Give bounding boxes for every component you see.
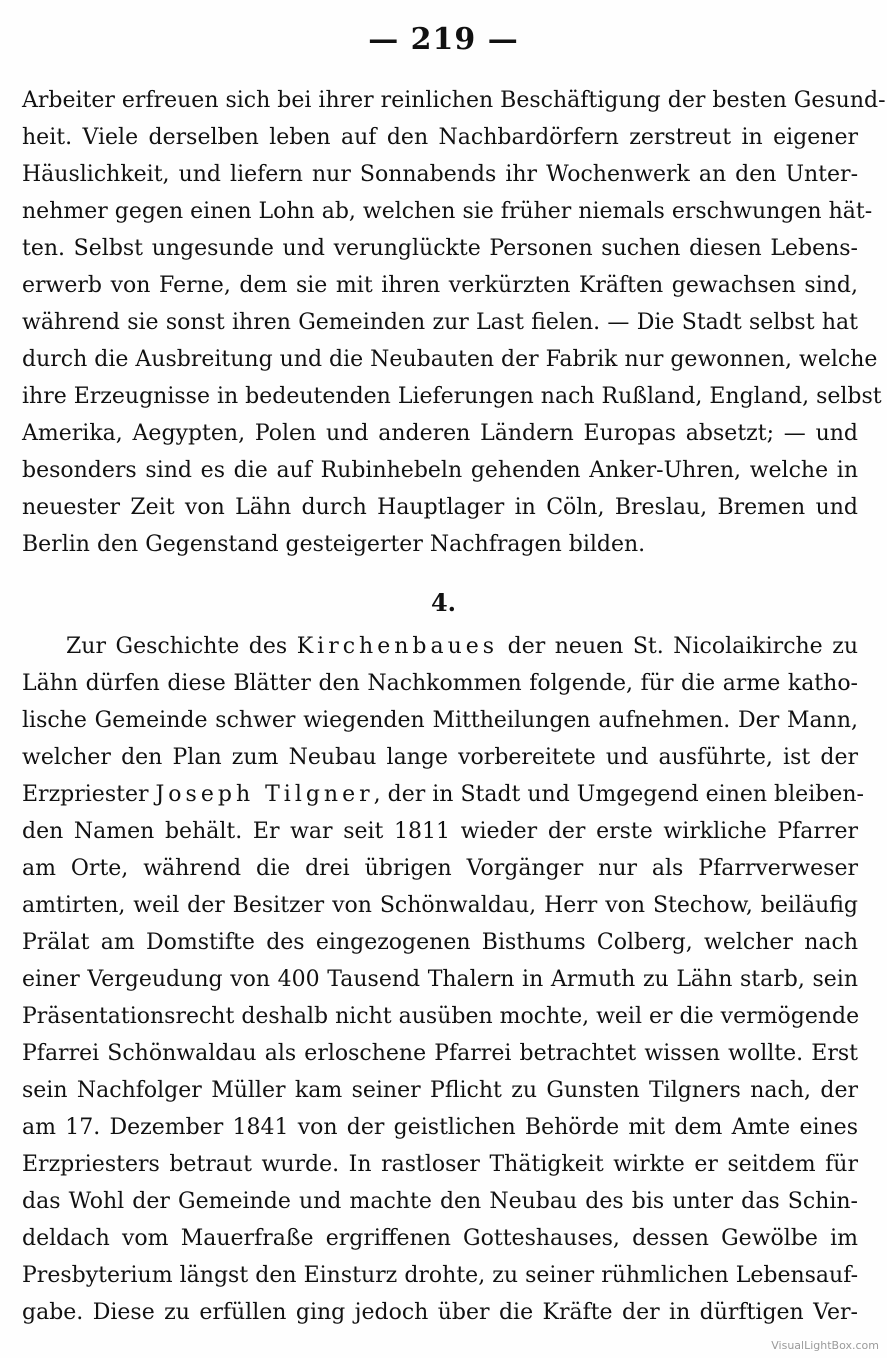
emphasized-text: Joseph Tilgner [155, 782, 374, 807]
text-line: erwerb von Ferne, dem sie mit ihren verkürzten Kräften gewachsen sind, [22, 273, 858, 298]
text-line: Lähn dürfen diese Blätter den Nachkommen folgende, für die arme katho- [22, 671, 858, 696]
text-line: einer Vergeudung von 400 Tausend Thalern in Armuth zu Lähn starb, sein [22, 967, 858, 992]
text-line: ihre Erzeugnisse in bedeutenden Lieferungen nach Rußland, England, selbst [22, 384, 882, 409]
text-line: Presbyterium längst den Einsturz drohte, zu seiner rühmlichen Lebensauf- [22, 1263, 858, 1288]
section-number: 4. [430, 588, 457, 617]
text-line: Prälat am Domstifte des eingezogenen Bisthums Colberg, welcher nach [22, 930, 858, 955]
text-line: amtirten, weil der Besitzer von Schönwaldau, Herr von Stechow, beiläufig [22, 893, 858, 918]
text-line: das Wohl der Gemeinde und machte den Neubau des bis unter das Schin- [22, 1189, 858, 1214]
text-line: Amerika, Aegypten, Polen und anderen Ländern Europas absetzt; — und [22, 421, 858, 446]
text-line: heit. Viele derselben leben auf den Nachbardörfern zerstreut in eigener [22, 125, 858, 150]
text-line: durch die Ausbreitung und die Neubauten der Fabrik nur gewonnen, welche [22, 347, 878, 372]
text-segment: Erzpriester [22, 782, 156, 807]
text-segment: , der in Stadt und Umgegend einen bleiben- [373, 782, 864, 807]
text-line: lische Gemeinde schwer wiegenden Mittheilungen aufnehmen. Der Mann, [22, 708, 858, 733]
text-line: Erzpriesters betraut wurde. In rastloser Thätigkeit wirkte er seitdem für [22, 1152, 858, 1177]
text-line: am 17. Dezember 1841 von der geistlichen Behörde mit dem Amte eines [22, 1115, 858, 1140]
text-line: den Namen behält. Er war seit 1811 wieder der erste wirkliche Pfarrer [22, 819, 858, 844]
text-line: Häuslichkeit, und liefern nur Sonnabends ihr Wochenwerk an den Unter- [22, 162, 858, 187]
text-line: neuester Zeit von Lähn durch Hauptlager in Cöln, Breslau, Bremen und [22, 495, 858, 520]
text-line: während sie sonst ihren Gemeinden zur Last fielen. — Die Stadt selbst hat [22, 310, 858, 335]
text-segment: der neuen St. Nicolaikirche zu [498, 634, 858, 659]
text-line: am Orte, während die drei übrigen Vorgänger nur als Pfarrverweser [22, 856, 858, 881]
text-segment: Zur Geschichte des [66, 634, 297, 659]
text-line: Arbeiter erfreuen sich bei ihrer reinlichen Beschäftigung der besten Gesund- [22, 88, 886, 113]
text-line: Pfarrei Schönwaldau als erloschene Pfarrei betrachtet wissen wollte. Erst [22, 1041, 858, 1066]
text-line: Präsentationsrecht deshalb nicht ausüben mochte, weil er die vermögende [22, 1004, 860, 1029]
text-line: deldach vom Mauerfraße ergriffenen Gotteshauses, dessen Gewölbe im [22, 1226, 858, 1251]
text-line: nehmer gegen einen Lohn ab, welchen sie früher niemals erschwungen hät- [22, 199, 873, 224]
emphasized-text: Kirchenbaues [296, 634, 499, 659]
text-line: besonders sind es die auf Rubinhebeln gehenden Anker-Uhren, welche in [22, 458, 858, 483]
text-line: Berlin den Gegenstand gesteigerter Nachfragen bilden. [22, 532, 646, 557]
text-line [22, 780, 864, 810]
text-line: gabe. Diese zu erfüllen ging jedoch über die Kräfte der in dürftigen Ver- [22, 1300, 858, 1325]
text-line: sein Nachfolger Müller kam seiner Pflicht zu Gunsten Tilgners nach, der [22, 1078, 858, 1103]
text-line: ten. Selbst ungesunde und verunglückte Personen suchen diesen Lebens- [22, 236, 858, 261]
page-number: — 219 — [368, 22, 519, 57]
text-line-first [66, 632, 858, 662]
text-line: welcher den Plan zum Neubau lange vorbereitete und ausführte, ist der [22, 745, 858, 770]
watermark: VisualLightBox.com [771, 1339, 879, 1352]
